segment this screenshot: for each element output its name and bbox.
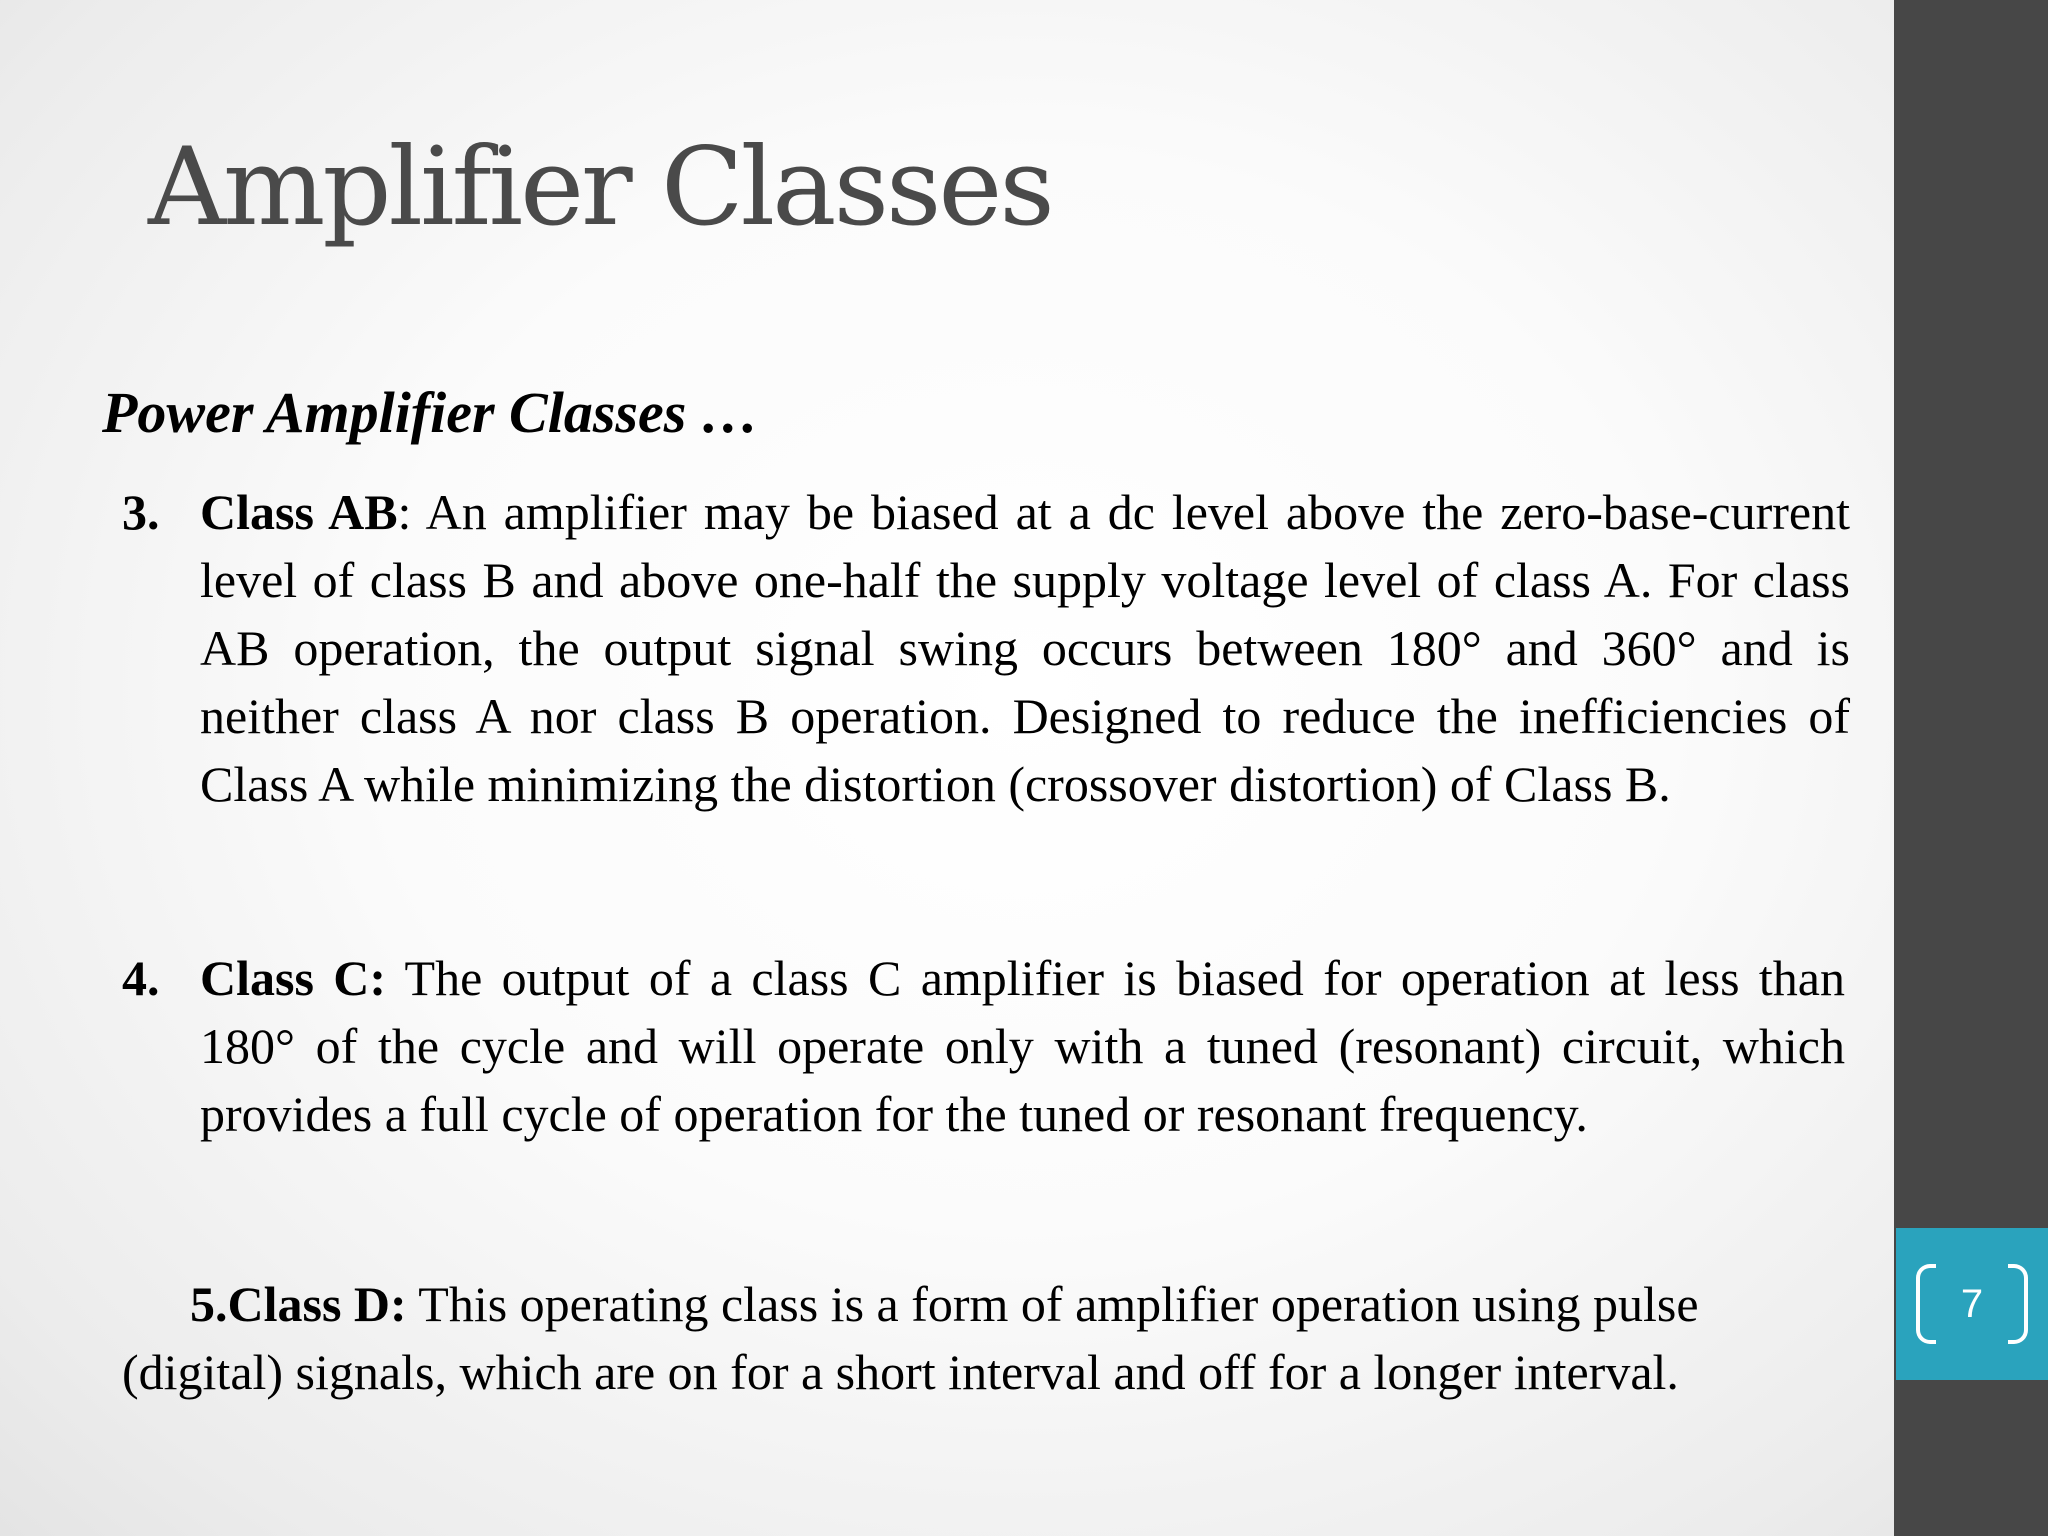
list-item-text: An amplifier may be biased at a dc level above the zero-base-current level of class B and above one-half the supply voltage level of class A. For class AB operation, the output signal swing occurs between 180° and 360° and is neither class A nor class B operation. Designed to reduce the inefficiencies of Class A while minimizing the distortion (crossover distortion) of Class B.	[200, 484, 1850, 812]
list-item-separator: :	[397, 484, 412, 540]
list-item-text: This operating class is a form of amplifier operation using pulse (digital) signals, which are on for a short interval and off for a longer interval.	[122, 1276, 1699, 1400]
list-item-class-d	[122, 1270, 1787, 1406]
list-item-body	[200, 478, 1850, 818]
list-item-class-c	[122, 944, 1850, 1148]
list-item-label: 5.Class D:	[190, 1276, 407, 1332]
list-item-number: 3.	[122, 484, 160, 540]
slide-subtitle: Power Amplifier Classes …	[102, 380, 759, 445]
slide-title: Amplifier Classes	[148, 125, 1052, 250]
bracket-right-icon	[2008, 1264, 2028, 1344]
list-item-body	[200, 944, 1845, 1148]
list-item-label: Class C:	[200, 950, 387, 1006]
page-number: 7	[1960, 1282, 1984, 1326]
list-item-text: The output of a class C amplifier is biased for operation at less than 180° of the cycle and will operate only with a tuned (resonant) circuit, which provides a full cycle of operation for the tuned or resonant frequency.	[200, 950, 1845, 1142]
list-item-label: Class AB	[200, 484, 398, 540]
list-item-number: 4.	[122, 950, 160, 1006]
list-item-class-ab	[122, 478, 1850, 818]
page-number-badge	[1896, 1228, 2048, 1380]
list-item-body	[122, 1270, 1787, 1406]
